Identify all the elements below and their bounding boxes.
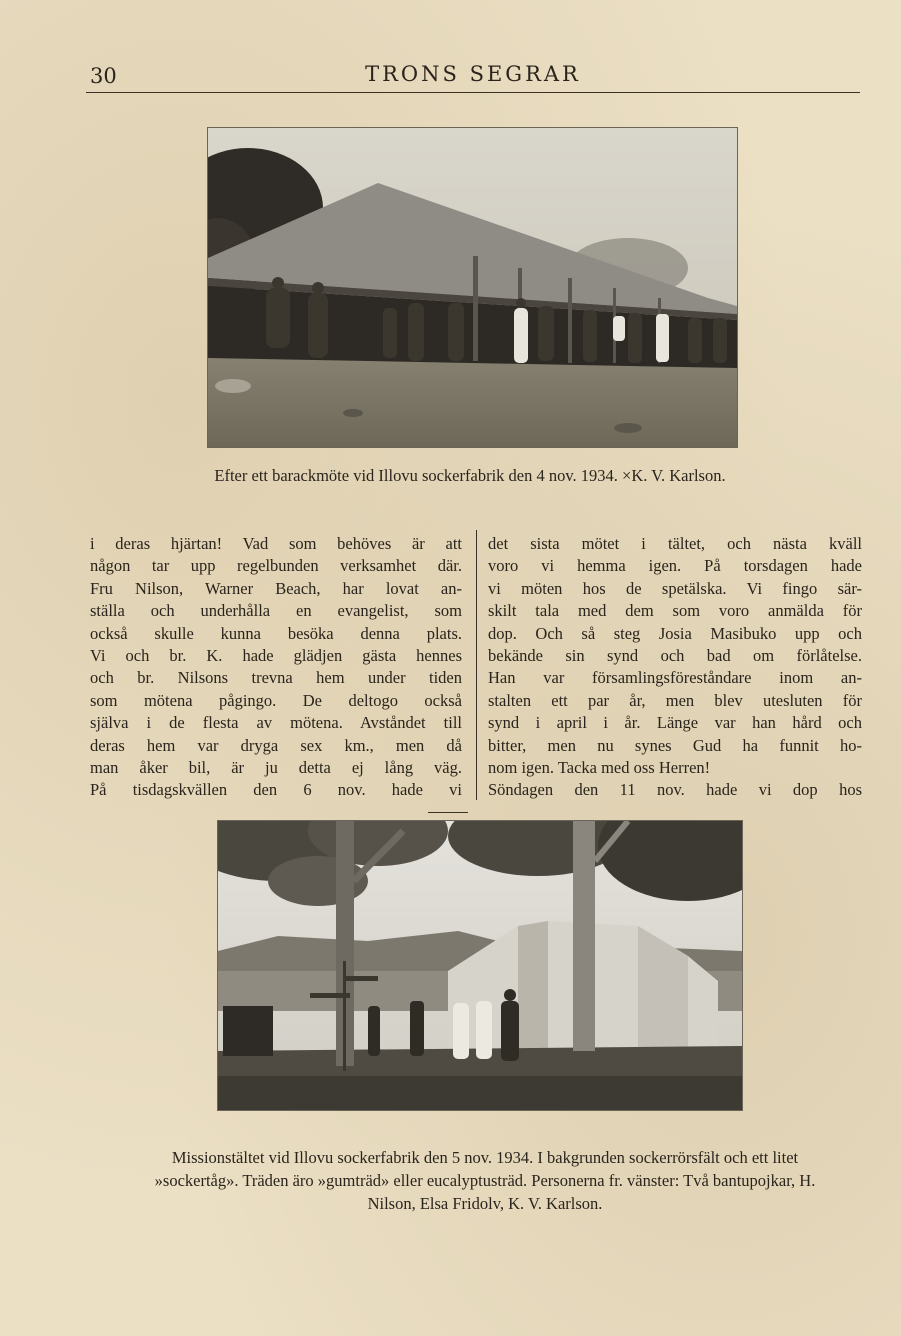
text-line: På tisdagskvällen den 6 nov. hade vi bbox=[90, 780, 462, 800]
running-head bbox=[86, 60, 860, 93]
text-line: Fru Nilson, Warner Beach, har lovat an- bbox=[90, 578, 462, 598]
text-line: dop. Och så steg Josia Masibuko upp och bbox=[488, 623, 862, 643]
tent-photo-drawing bbox=[218, 821, 742, 1110]
text-line: det sista mötet i tältet, och nästa kväll bbox=[488, 534, 862, 553]
mission-tent-photo bbox=[217, 820, 743, 1111]
text-line: som mötena pågingo. De deltogo också bbox=[90, 690, 462, 710]
column-end-rule bbox=[428, 812, 468, 813]
text-line: voro vi hemma igen. På torsdagen hade bbox=[488, 556, 862, 576]
text-line: bekände sin synd och bad om förlåtelse. bbox=[488, 645, 862, 665]
text-line: och br. Nilsons trevna hem under tiden bbox=[90, 668, 462, 688]
text-line: Vi och br. K. hade glädjen gästa hennes bbox=[90, 645, 462, 665]
text-line: nom igen. Tacka med oss Herren! bbox=[488, 757, 711, 777]
barrack-photo-drawing bbox=[208, 128, 737, 447]
text-line: någon tar upp regelbunden verksamhet där. bbox=[90, 556, 462, 576]
journal-title: TRONS SEGRAR bbox=[365, 62, 581, 86]
text-line: man åker bil, är ju detta ej lång väg. bbox=[90, 757, 462, 777]
text-line: skilt tala med dem som voro anmälda för bbox=[488, 601, 862, 621]
page-number: 30 bbox=[90, 64, 117, 88]
text-line: bitter, men nu synes Gud ha funnit ho- bbox=[488, 735, 862, 755]
figure1-caption: Efter ett barackmöte vid Illovu sockerfabrik den 4 nov. 1934. ×K. V. Karlson. bbox=[214, 466, 726, 485]
text-column-left bbox=[90, 533, 462, 802]
figure2-caption: Missionstältet vid Illovu sockerfabrik den 5 nov. 1934. I bakgrunden sockerrörsfält och ett litet »sockertåg». Träden äro »gumträd» eller eucalyptusträd. Personerna fr. vänster: Två bantupojkar, H. Nilson, Elsa Fridolv, K. V. Karlson. bbox=[154, 1148, 816, 1213]
text-line: ställa och underhålla en evangelist, som bbox=[90, 601, 462, 621]
text-line: stalten ett par år, men blev utesluten för bbox=[488, 690, 862, 710]
text-line: Söndagen den 11 nov. hade vi dop hos bbox=[488, 780, 862, 800]
text-line: i deras hjärtan! Vad som behöves är att bbox=[90, 534, 462, 553]
column-divider bbox=[476, 530, 477, 800]
text-line: själva i de flesta av mötena. Avståndet till bbox=[90, 713, 462, 733]
barrack-meeting-photo bbox=[207, 127, 738, 448]
text-line: vi möten hos de spetälska. Vi fingo sär- bbox=[488, 578, 862, 598]
text-line: synd i april i år. Länge var han hård och bbox=[488, 713, 862, 733]
text-line: Han var församlingsföreståndare inom an- bbox=[488, 668, 862, 688]
text-line: också skulle kunna besöka denna plats. bbox=[90, 623, 462, 643]
text-column-right bbox=[488, 533, 862, 802]
text-line: deras hem var dryga sex km., men då bbox=[90, 735, 462, 755]
